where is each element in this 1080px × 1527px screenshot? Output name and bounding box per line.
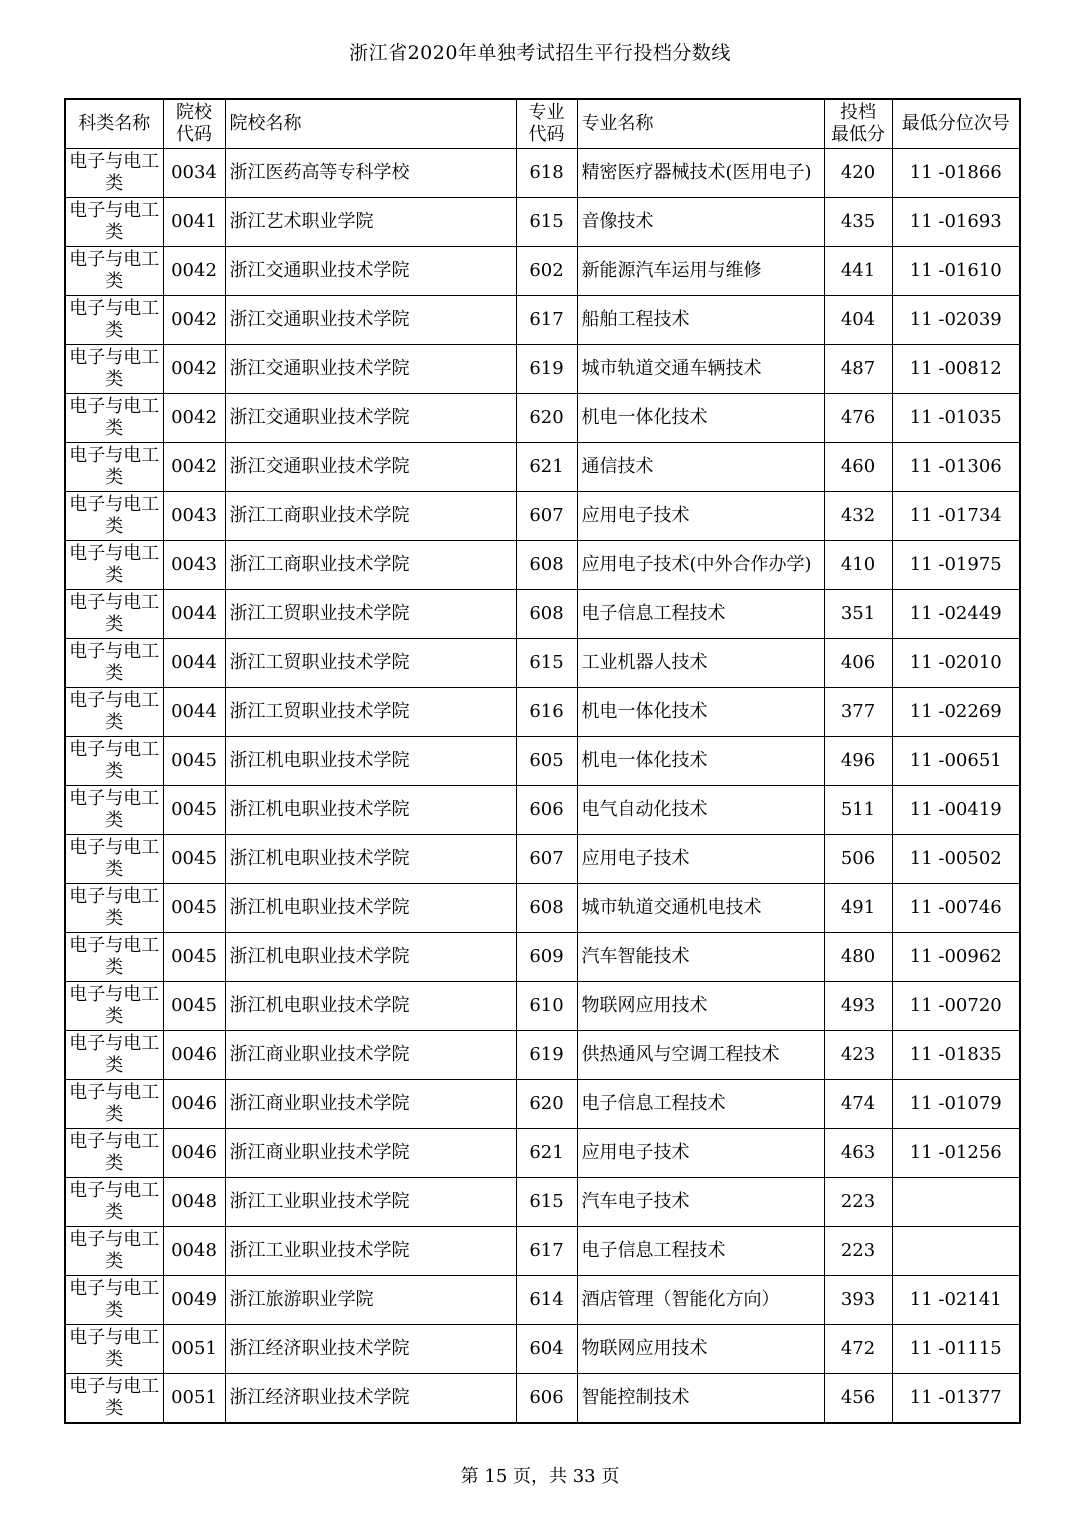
cell-min-score: 493 — [824, 982, 892, 1031]
cell-major-name: 电气自动化技术 — [577, 786, 824, 835]
cell-category: 电子与电工类 — [65, 1031, 163, 1080]
cell-min-rank: 11 -01079 — [892, 1080, 1020, 1129]
header-major-name: 专业名称 — [577, 99, 824, 149]
cell-school-code: 0034 — [163, 149, 225, 198]
cell-min-rank — [892, 1227, 1020, 1276]
cell-category: 电子与电工类 — [65, 541, 163, 590]
cell-category: 电子与电工类 — [65, 149, 163, 198]
cell-min-score: 441 — [824, 247, 892, 296]
header-school-code-line2: 代码 — [176, 124, 212, 145]
cell-min-score: 223 — [824, 1227, 892, 1276]
cell-category: 电子与电工类 — [65, 933, 163, 982]
cell-major-name: 工业机器人技术 — [577, 639, 824, 688]
table-row — [65, 737, 1020, 786]
cell-school-code: 0045 — [163, 786, 225, 835]
header-category: 科类名称 — [65, 99, 163, 149]
cell-category: 电子与电工类 — [65, 835, 163, 884]
cell-min-rank: 11 -02141 — [892, 1276, 1020, 1325]
cell-min-rank: 11 -01610 — [892, 247, 1020, 296]
cell-major-code: 618 — [516, 149, 577, 198]
cell-school-code: 0042 — [163, 247, 225, 296]
cell-school-name: 浙江艺术职业学院 — [225, 198, 516, 247]
cell-min-score: 491 — [824, 884, 892, 933]
cell-school-name: 浙江工商职业技术学院 — [225, 541, 516, 590]
cell-min-score: 351 — [824, 590, 892, 639]
cell-school-code: 0051 — [163, 1374, 225, 1423]
cell-min-rank: 11 -01256 — [892, 1129, 1020, 1178]
cell-min-score: 410 — [824, 541, 892, 590]
header-school-name: 院校名称 — [225, 99, 516, 149]
cell-min-score: 472 — [824, 1325, 892, 1374]
cell-school-name: 浙江工业职业技术学院 — [225, 1227, 516, 1276]
table-row — [65, 247, 1020, 296]
table-header-row — [65, 99, 1020, 149]
cell-min-score: 420 — [824, 149, 892, 198]
cell-min-score: 435 — [824, 198, 892, 247]
cell-major-code: 608 — [516, 590, 577, 639]
cell-school-code: 0048 — [163, 1178, 225, 1227]
cell-category: 电子与电工类 — [65, 296, 163, 345]
cell-school-name: 浙江商业职业技术学院 — [225, 1080, 516, 1129]
cell-category: 电子与电工类 — [65, 198, 163, 247]
cell-major-code: 619 — [516, 1031, 577, 1080]
cell-category: 电子与电工类 — [65, 1178, 163, 1227]
table-row — [65, 149, 1020, 198]
cell-school-name: 浙江机电职业技术学院 — [225, 982, 516, 1031]
cell-school-code: 0044 — [163, 590, 225, 639]
cell-min-rank: 11 -00812 — [892, 345, 1020, 394]
cell-min-score: 460 — [824, 443, 892, 492]
cell-major-code: 621 — [516, 1129, 577, 1178]
cell-school-code: 0051 — [163, 1325, 225, 1374]
cell-major-name: 供热通风与空调工程技术 — [577, 1031, 824, 1080]
table-row — [65, 1374, 1020, 1423]
page-footer: 第 15 页，共 33 页 — [460, 1466, 620, 1487]
cell-min-score: 404 — [824, 296, 892, 345]
header-major-code — [516, 99, 577, 149]
cell-major-name: 机电一体化技术 — [577, 688, 824, 737]
cell-major-name: 电子信息工程技术 — [577, 590, 824, 639]
table-row — [65, 198, 1020, 247]
cell-major-name: 音像技术 — [577, 198, 824, 247]
header-school-code-line1: 院校 — [176, 102, 212, 123]
cell-major-code: 614 — [516, 1276, 577, 1325]
cell-major-code: 608 — [516, 884, 577, 933]
cell-school-code: 0045 — [163, 884, 225, 933]
cell-category: 电子与电工类 — [65, 247, 163, 296]
cell-category: 电子与电工类 — [65, 492, 163, 541]
cell-min-rank: 11 -00720 — [892, 982, 1020, 1031]
cell-school-name: 浙江交通职业技术学院 — [225, 345, 516, 394]
cell-school-name: 浙江商业职业技术学院 — [225, 1031, 516, 1080]
table-row — [65, 1129, 1020, 1178]
cell-min-rank: 11 -01035 — [892, 394, 1020, 443]
cell-school-name: 浙江工贸职业技术学院 — [225, 639, 516, 688]
cell-category: 电子与电工类 — [65, 1129, 163, 1178]
cell-category: 电子与电工类 — [65, 1227, 163, 1276]
table-row — [65, 884, 1020, 933]
cell-min-score: 423 — [824, 1031, 892, 1080]
cell-major-name: 电子信息工程技术 — [577, 1080, 824, 1129]
table-row — [65, 394, 1020, 443]
cell-school-name: 浙江交通职业技术学院 — [225, 443, 516, 492]
cell-major-code: 619 — [516, 345, 577, 394]
cell-school-name: 浙江商业职业技术学院 — [225, 1129, 516, 1178]
table-row — [65, 492, 1020, 541]
cell-major-code: 615 — [516, 198, 577, 247]
cell-major-name: 物联网应用技术 — [577, 1325, 824, 1374]
table-row — [65, 443, 1020, 492]
cell-school-name: 浙江交通职业技术学院 — [225, 247, 516, 296]
cell-major-code: 608 — [516, 541, 577, 590]
cell-school-code: 0042 — [163, 394, 225, 443]
cell-min-rank: 11 -00419 — [892, 786, 1020, 835]
cell-school-name: 浙江机电职业技术学院 — [225, 737, 516, 786]
cell-school-code: 0045 — [163, 982, 225, 1031]
cell-min-score: 406 — [824, 639, 892, 688]
header-major-code-line1: 专业 — [528, 102, 565, 123]
cell-major-code: 610 — [516, 982, 577, 1031]
cell-min-rank: 11 -01835 — [892, 1031, 1020, 1080]
cell-school-name: 浙江经济职业技术学院 — [225, 1325, 516, 1374]
table-row — [65, 639, 1020, 688]
cell-major-code: 607 — [516, 492, 577, 541]
table-row — [65, 933, 1020, 982]
cell-school-name: 浙江经济职业技术学院 — [225, 1374, 516, 1423]
cell-school-name: 浙江工商职业技术学院 — [225, 492, 516, 541]
header-min-rank: 最低分位次号 — [892, 99, 1020, 149]
cell-school-code: 0046 — [163, 1031, 225, 1080]
table-row — [65, 982, 1020, 1031]
cell-school-name: 浙江机电职业技术学院 — [225, 786, 516, 835]
cell-category: 电子与电工类 — [65, 786, 163, 835]
cell-school-code: 0045 — [163, 835, 225, 884]
cell-major-name: 通信技术 — [577, 443, 824, 492]
cell-school-code: 0043 — [163, 541, 225, 590]
cell-category: 电子与电工类 — [65, 737, 163, 786]
cell-major-name: 精密医疗器械技术(医用电子) — [577, 149, 824, 198]
header-min-score-line1: 投档 — [840, 102, 876, 123]
cell-major-code: 602 — [516, 247, 577, 296]
cell-major-name: 物联网应用技术 — [577, 982, 824, 1031]
page-title: 浙江省2020年单独考试招生平行投档分数线 — [349, 42, 731, 64]
cell-min-score: 511 — [824, 786, 892, 835]
cell-major-name: 汽车智能技术 — [577, 933, 824, 982]
cell-category: 电子与电工类 — [65, 688, 163, 737]
cell-category: 电子与电工类 — [65, 1276, 163, 1325]
table-row — [65, 835, 1020, 884]
cell-major-code: 607 — [516, 835, 577, 884]
cell-major-code: 604 — [516, 1325, 577, 1374]
cell-school-name: 浙江交通职业技术学院 — [225, 394, 516, 443]
cell-category: 电子与电工类 — [65, 1374, 163, 1423]
cell-min-rank: 11 -01306 — [892, 443, 1020, 492]
cell-major-code: 609 — [516, 933, 577, 982]
cell-school-code: 0043 — [163, 492, 225, 541]
cell-major-code: 617 — [516, 1227, 577, 1276]
cell-major-name: 新能源汽车运用与维修 — [577, 247, 824, 296]
table-row — [65, 786, 1020, 835]
cell-school-name: 浙江工贸职业技术学院 — [225, 590, 516, 639]
cell-school-name: 浙江机电职业技术学院 — [225, 835, 516, 884]
cell-min-score: 393 — [824, 1276, 892, 1325]
cell-major-name: 智能控制技术 — [577, 1374, 824, 1423]
cell-school-name: 浙江旅游职业学院 — [225, 1276, 516, 1325]
cell-min-score: 463 — [824, 1129, 892, 1178]
cell-category: 电子与电工类 — [65, 639, 163, 688]
cell-school-code: 0044 — [163, 688, 225, 737]
cell-min-score: 506 — [824, 835, 892, 884]
cell-school-name: 浙江交通职业技术学院 — [225, 296, 516, 345]
cell-min-rank: 11 -00746 — [892, 884, 1020, 933]
cell-category: 电子与电工类 — [65, 982, 163, 1031]
cell-min-rank: 11 -01115 — [892, 1325, 1020, 1374]
cell-category: 电子与电工类 — [65, 1080, 163, 1129]
cell-category: 电子与电工类 — [65, 884, 163, 933]
cell-school-name: 浙江工业职业技术学院 — [225, 1178, 516, 1227]
cell-min-score: 456 — [824, 1374, 892, 1423]
cell-major-code: 616 — [516, 688, 577, 737]
cell-major-name: 酒店管理（智能化方向） — [577, 1276, 824, 1325]
cell-school-code: 0046 — [163, 1129, 225, 1178]
cell-category: 电子与电工类 — [65, 345, 163, 394]
table-row — [65, 1227, 1020, 1276]
cell-major-name: 汽车电子技术 — [577, 1178, 824, 1227]
cell-major-name: 电子信息工程技术 — [577, 1227, 824, 1276]
cell-major-name: 应用电子技术 — [577, 492, 824, 541]
cell-major-name: 应用电子技术 — [577, 1129, 824, 1178]
cell-min-rank: 11 -01975 — [892, 541, 1020, 590]
table-row — [65, 1178, 1020, 1227]
header-major-code-line2: 代码 — [528, 124, 565, 145]
cell-school-name: 浙江工贸职业技术学院 — [225, 688, 516, 737]
cell-school-code: 0046 — [163, 1080, 225, 1129]
cell-major-code: 606 — [516, 1374, 577, 1423]
cell-min-score: 487 — [824, 345, 892, 394]
cell-min-rank: 11 -01734 — [892, 492, 1020, 541]
cell-category: 电子与电工类 — [65, 443, 163, 492]
cell-min-rank: 11 -00962 — [892, 933, 1020, 982]
cell-school-code: 0045 — [163, 933, 225, 982]
cell-school-name: 浙江机电职业技术学院 — [225, 933, 516, 982]
cell-major-name: 机电一体化技术 — [577, 394, 824, 443]
cell-school-name: 浙江医药高等专科学校 — [225, 149, 516, 198]
cell-min-rank: 11 -01377 — [892, 1374, 1020, 1423]
cell-school-code: 0044 — [163, 639, 225, 688]
cell-school-code: 0048 — [163, 1227, 225, 1276]
table-row — [65, 1325, 1020, 1374]
cell-major-code: 617 — [516, 296, 577, 345]
cell-category: 电子与电工类 — [65, 590, 163, 639]
cell-major-name: 应用电子技术(中外合作办学) — [577, 541, 824, 590]
table-row — [65, 590, 1020, 639]
cell-major-name: 船舶工程技术 — [577, 296, 824, 345]
cell-major-name: 应用电子技术 — [577, 835, 824, 884]
cell-school-code: 0042 — [163, 443, 225, 492]
table-row — [65, 1031, 1020, 1080]
cell-major-name: 机电一体化技术 — [577, 737, 824, 786]
table-row — [65, 296, 1020, 345]
cell-school-code: 0042 — [163, 296, 225, 345]
cell-min-score: 432 — [824, 492, 892, 541]
cell-school-code: 0049 — [163, 1276, 225, 1325]
cell-major-code: 606 — [516, 786, 577, 835]
cell-category: 电子与电工类 — [65, 394, 163, 443]
table-row — [65, 541, 1020, 590]
cell-min-score: 496 — [824, 737, 892, 786]
cell-min-rank: 11 -00651 — [892, 737, 1020, 786]
cell-major-code: 615 — [516, 639, 577, 688]
cell-major-code: 605 — [516, 737, 577, 786]
cell-school-code: 0045 — [163, 737, 225, 786]
cell-min-score: 377 — [824, 688, 892, 737]
cell-major-code: 620 — [516, 1080, 577, 1129]
cell-min-rank: 11 -02039 — [892, 296, 1020, 345]
cell-min-score: 223 — [824, 1178, 892, 1227]
cell-min-rank: 11 -00502 — [892, 835, 1020, 884]
cell-min-rank: 11 -02269 — [892, 688, 1020, 737]
header-school-code — [163, 99, 225, 149]
cell-min-rank — [892, 1178, 1020, 1227]
cell-major-code: 615 — [516, 1178, 577, 1227]
cell-min-score: 476 — [824, 394, 892, 443]
table-row — [65, 345, 1020, 394]
cell-min-rank: 11 -01866 — [892, 149, 1020, 198]
admission-score-table — [64, 98, 1021, 1424]
cell-school-code: 0041 — [163, 198, 225, 247]
cell-school-name: 浙江机电职业技术学院 — [225, 884, 516, 933]
cell-min-score: 480 — [824, 933, 892, 982]
cell-major-name: 城市轨道交通车辆技术 — [577, 345, 824, 394]
table-row — [65, 1276, 1020, 1325]
cell-min-rank: 11 -02449 — [892, 590, 1020, 639]
cell-major-name: 城市轨道交通机电技术 — [577, 884, 824, 933]
cell-min-score: 474 — [824, 1080, 892, 1129]
cell-min-rank: 11 -02010 — [892, 639, 1020, 688]
cell-category: 电子与电工类 — [65, 1325, 163, 1374]
cell-major-code: 621 — [516, 443, 577, 492]
table-row — [65, 1080, 1020, 1129]
header-min-score-line2: 最低分 — [831, 124, 885, 145]
cell-major-code: 620 — [516, 394, 577, 443]
table-row — [65, 688, 1020, 737]
cell-min-rank: 11 -01693 — [892, 198, 1020, 247]
cell-school-code: 0042 — [163, 345, 225, 394]
header-min-score — [824, 99, 892, 149]
